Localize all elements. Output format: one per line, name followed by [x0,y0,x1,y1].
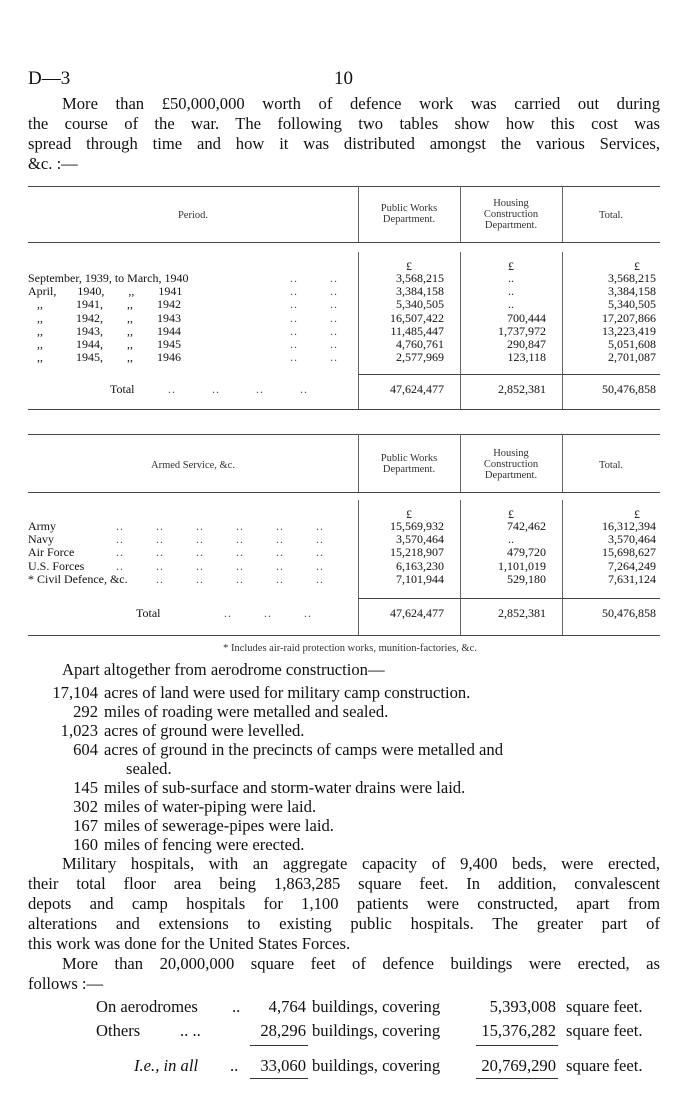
row-label: * Civil Defence, &c. [28,571,128,586]
list-item [28,816,660,835]
currency-symbol: £ [634,259,640,273]
cell-total: 17,207,866 [602,310,656,325]
table-footnote: * Includes air-raid protection works, munition-factories, &c. [223,643,477,654]
buildings-total-row: I.e., in all .. 33,060 buildings, covering 20,769,290 square feet. [134,1056,643,1075]
aerodrome-heading: Apart altogether from aerodrome construction— [62,660,385,679]
buildings-label: Others [96,1021,141,1040]
row-label: ,, 1945, ,, 1946 [28,350,181,365]
row-label: ,, 1943, ,, 1944 [28,323,181,338]
column-header-pwd: Public Works Department. [380,453,438,475]
paragraph-line: follows :— [28,974,104,993]
currency-symbol: £ [508,507,514,521]
cell-pwd: 11,485,447 [390,323,444,338]
column-header-period: Period. [177,210,209,221]
list-text-continued: sealed. [126,759,172,778]
list-text: miles of sub-surface and storm-water drains were laid. [104,778,466,797]
table-row: ,, 1941, ,, 1942 .. .. 5,340,505 .. 5,340,505 [28,297,656,312]
cell-hcd: 123,118 [507,350,546,365]
cell-pwd: 15,569,932 [390,519,444,533]
list-quantity: 302 [73,797,98,816]
cell-pwd: 15,218,907 [390,545,444,560]
document-reference: D—3 [28,68,71,89]
cell-hcd: 1,101,019 [498,558,546,573]
table-row: ,, 1945, ,, 1946 .. .. 2,577,969 123,118 2,701,087 [28,350,656,365]
buildings-count: 33,060 [260,1056,306,1075]
list-text: miles of roading were metalled and sealed. [104,702,389,721]
table-row: September, 1939, to March, 1940 .. .. 3,568,215 .. 3,568,215 [28,271,656,285]
cost-by-period-table: Period. Public Works Department. Housing Construction Department. Total. £ £ £ September, 1939, to March, 1940 .. .. 3,568,215 .. 3,568,215 April, 1940, ,, 1941 .. .. 3,384,158 .. 3,384,158 ,, 1941, ,, 1942 .. .. 5,340,505 .. 5,340,505 ,, 1942, ,, 1943 .. .. 16,507,422 700,444 17,207,866 ,, 1943, ,, 1944 .. .. 11,485,447 1,737,972 13,223,419 ,, 1944, ,, 1945 .. .. 4,760,761 290,847 5,051,608 ,, 1945, ,, 1946 .. .. 2,577,969 123,118 2,701,087 Total .. .. .. .. 47,624,477 2,852,381 50,476,858 [28,186,660,416]
column-header-total: Total. [598,460,624,471]
row-label: U.S. Forces [28,558,85,573]
buildings-unit: square feet. [566,1021,643,1040]
list-quantity: 145 [73,778,98,797]
column-header-service: Armed Service, &c. [151,460,235,471]
total-label: Total [136,606,161,620]
total-pwd: 47,624,477 [390,382,444,396]
buildings-area: 15,376,282 [481,1021,556,1040]
hospitals-paragraph [28,854,660,954]
list-text: acres of ground were levelled. [104,721,305,740]
buildings-unit: square feet. [566,997,643,1016]
table-row: * Civil Defence, &c. .. .. .. .. .. .. 7,101,944 529,180 7,631,124 [28,571,656,586]
total-hcd: 2,852,381 [498,606,546,620]
paragraph-line: this work was done for the United States Forces. [28,934,351,953]
list-item [28,683,660,702]
intro-line: the course of the war. The following two tables show how this cost was [28,114,660,133]
list-quantity: 292 [73,702,98,721]
column-header-pwd: Public Works Department. [380,203,438,225]
column-header-total: Total. [598,210,624,221]
table-row: ,, 1942, ,, 1943 .. .. 16,507,422 700,444 17,207,866 [28,310,656,325]
list-text: miles of water-piping were laid. [104,797,317,816]
page-number: 10 [334,68,353,89]
list-item [28,797,660,816]
table-row: Army .. .. .. .. .. .. 15,569,932 742,462 16,312,394 [28,519,656,533]
buildings-label: I.e., in all [134,1056,199,1075]
cell-pwd: 2,577,969 [396,350,444,365]
cell-total: 5,051,608 [608,337,656,351]
cell-hcd: .. [508,284,514,299]
list-text: acres of ground in the precincts of camps were metalled and [104,740,504,759]
cell-total: 13,223,419 [602,323,656,338]
buildings-count: 4,764 [268,997,306,1016]
cell-pwd: 7,101,944 [396,571,444,586]
row-label: ,, 1942, ,, 1943 [28,310,181,325]
cell-total: 3,568,215 [608,271,656,285]
cell-hcd: 479,720 [507,545,546,560]
buildings-area: 20,769,290 [481,1056,556,1075]
list-item [28,740,660,759]
list-quantity: 17,104 [52,683,98,702]
list-item [28,778,660,797]
buildings-mid: buildings, covering [312,1056,441,1075]
cell-pwd: 3,570,464 [396,532,444,547]
row-label: Army [28,519,56,533]
cell-pwd: 3,384,158 [396,284,444,299]
row-label: ,, 1944, ,, 1945 [28,337,181,351]
cell-pwd: 16,507,422 [390,310,444,325]
cell-total: 7,631,124 [608,571,656,586]
list-quantity: 160 [73,835,98,854]
cell-hcd: 1,737,972 [498,323,546,338]
currency-symbol: £ [406,507,412,521]
list-text: acres of land were used for military camp construction. [104,683,471,702]
cell-total: 3,384,158 [608,284,656,299]
cell-hcd: 529,180 [507,571,546,586]
list-text: miles of sewerage-pipes were laid. [104,816,334,835]
buildings-unit: square feet. [566,1056,643,1075]
buildings-row: On aerodromes .. 4,764 buildings, covering 5,393,008 square feet. [96,997,643,1016]
list-quantity: 1,023 [60,721,98,740]
cell-total: 5,340,505 [608,297,656,312]
row-label: April, 1940, ,, 1941 [28,284,183,299]
buildings-label: On aerodromes [96,997,198,1016]
cell-total: 16,312,394 [602,519,656,533]
list-item [28,721,660,740]
total-hcd: 2,852,381 [498,382,546,396]
table-row: ,, 1944, ,, 1945 .. .. 4,760,761 290,847 5,051,608 [28,337,656,351]
buildings-mid: buildings, covering [312,1021,441,1040]
intro-line: &c. :— [28,154,78,173]
list-quantity: 604 [73,740,98,759]
buildings-mid: buildings, covering [312,997,441,1016]
buildings-count: 28,296 [260,1021,306,1040]
cell-hcd: .. [508,271,514,285]
column-header-hcd: Housing Construction Department. [483,198,539,231]
currency-symbol: £ [634,507,640,521]
cell-hcd: 742,462 [507,519,546,533]
paragraph-line: depots and camp hospitals for 1,100 patients were constructed, apart from [28,894,660,913]
paragraph-line: More than 20,000,000 square feet of defence buildings were erected, as [62,954,660,973]
paragraph-line: alterations and extensions to existing public hospitals. The greater part of [28,914,660,933]
intro-line: spread through time and how it was distributed amongst the various Services, [28,134,660,153]
cell-pwd: 5,340,505 [396,297,444,312]
paragraph-line: Military hospitals, with an aggregate capacity of 9,400 beds, were erected, [62,854,660,873]
table-row: ,, 1943, ,, 1944 .. .. 11,485,447 1,737,972 13,223,419 [28,323,656,338]
currency-symbol: £ [406,259,412,273]
cell-pwd: 3,568,215 [396,271,444,285]
table-row: Navy .. .. .. .. .. .. 3,570,464 .. 3,570,464 [28,532,656,547]
cell-total: 15,698,627 [602,545,656,560]
list-text: miles of fencing were erected. [104,835,305,854]
buildings-area: 5,393,008 [489,997,556,1016]
cell-pwd: 6,163,230 [396,558,444,573]
currency-symbol: £ [508,259,514,273]
cost-by-service-table: Armed Service, &c. Public Works Department. Housing Construction Department. Total. £ £ £ Army .. .. .. .. .. .. 15,569,932 742,462 16,312,394 Navy .. .. .. .. .. .. 3,570,464 .. 3,570,464 Air Force .. .. .. .. .. .. 15,218,907 479,720 15,698,627 U.S. Forces .. .. .. .. .. .. 6,163,230 1,101,019 7,264,249 * Civil Defence, &c. .. .. .. .. .. .. 7,101,944 529,180 7,631,124 Total .. .. .. 47,624,477 2,852,381 50,476,858 [28,434,660,644]
cell-total: 7,264,249 [608,558,656,573]
cell-hcd: .. [508,297,514,312]
cell-pwd: 4,760,761 [396,337,444,351]
table-row: Air Force .. .. .. .. .. .. 15,218,907 479,720 15,698,627 [28,545,656,560]
table-row: April, 1940, ,, 1941 .. .. 3,384,158 .. 3,384,158 [28,284,656,299]
total-pwd: 47,624,477 [390,606,444,620]
list-item [28,702,660,721]
cell-hcd: 700,444 [507,310,546,325]
cell-total: 2,701,087 [608,350,656,365]
cell-total: 3,570,464 [608,532,656,547]
row-label: Navy [28,532,54,547]
paragraph-line: their total floor area being 1,863,285 square feet. In addition, convalescent [28,874,660,893]
total-label: Total [110,382,135,396]
list-quantity: 167 [73,816,98,835]
total-grand: 50,476,858 [602,382,656,396]
buildings-paragraph [28,954,660,994]
row-label: Air Force [28,545,75,560]
intro-paragraph [28,94,660,174]
buildings-row: Others .. .. 28,296 buildings, covering 15,376,282 square feet. [96,1021,643,1040]
total-grand: 50,476,858 [602,606,656,620]
cell-hcd: 290,847 [507,337,546,351]
row-label: ,, 1941, ,, 1942 [28,297,181,312]
cell-hcd: .. [508,532,514,547]
intro-line: More than £50,000,000 worth of defence work was carried out during [62,94,660,113]
table-row: U.S. Forces .. .. .. .. .. .. 6,163,230 1,101,019 7,264,249 [28,558,656,573]
list-item [28,835,660,854]
row-label: September, 1939, to March, 1940 [28,271,189,285]
column-header-hcd: Housing Construction Department. [483,448,539,481]
